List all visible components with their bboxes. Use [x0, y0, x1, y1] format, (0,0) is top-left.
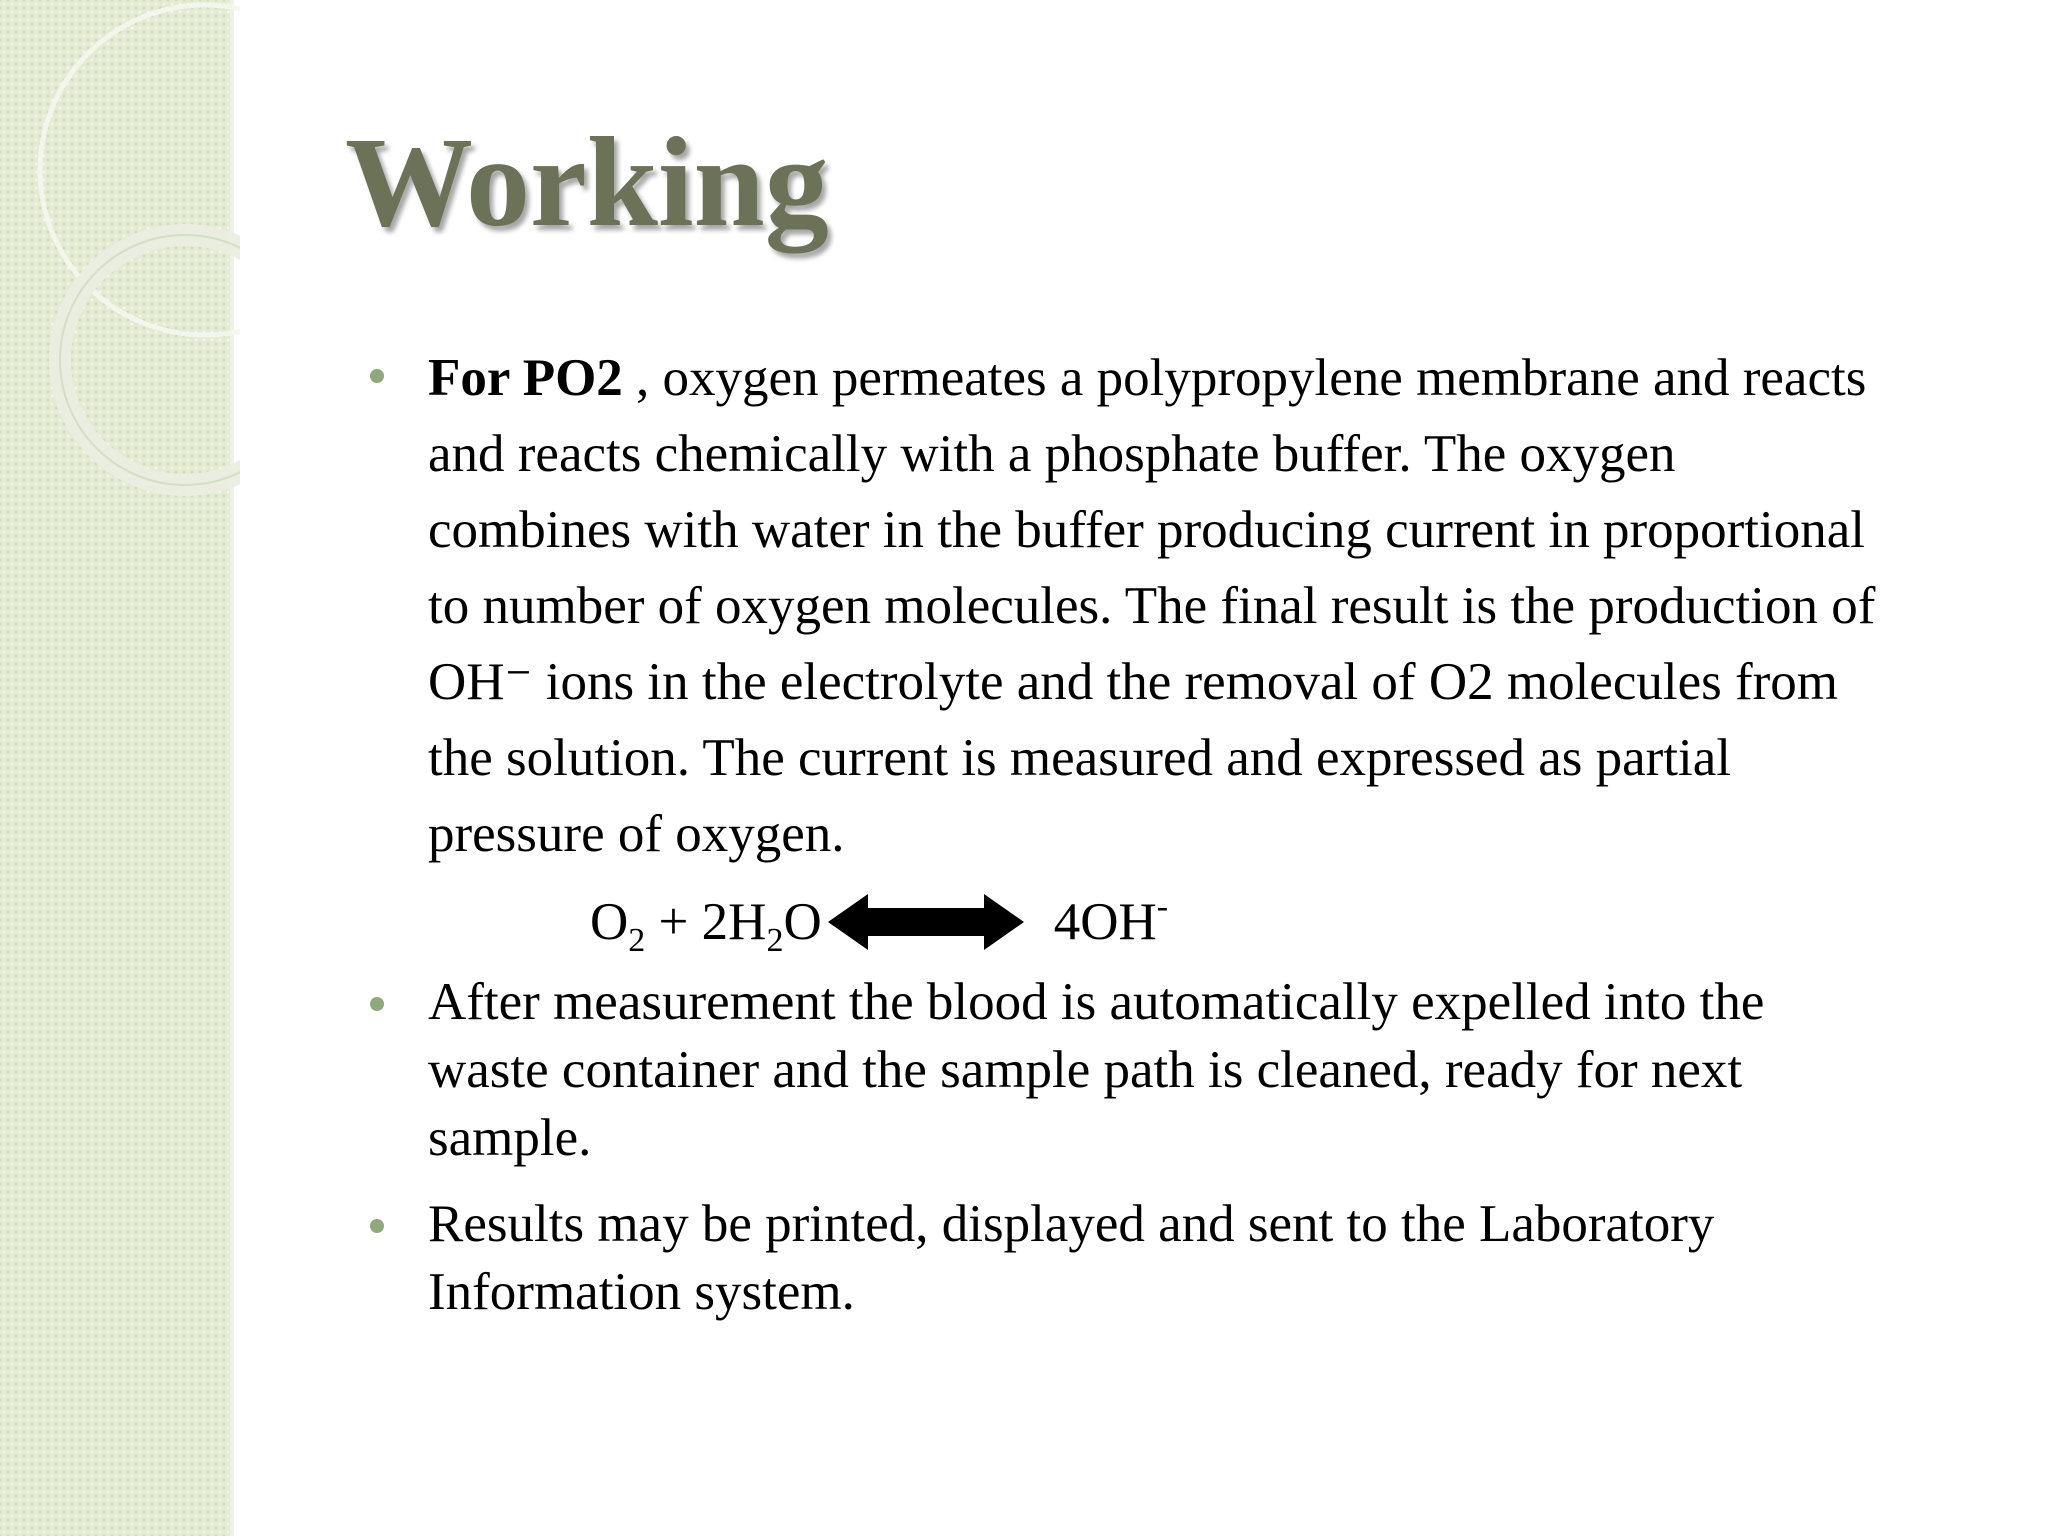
bullet-icon: [370, 369, 384, 383]
bullet-paragraph-after-measurement: [428, 968, 1764, 1172]
bullet-paragraph-po2: [428, 340, 1875, 872]
text-line: waste container and the sample path is cleaned, ready for next: [428, 1041, 1743, 1099]
double-arrow-icon: [828, 894, 1024, 950]
text-line: OH⁻ ions in the electrolyte and the removal of O2 molecules from: [428, 653, 1838, 711]
chemical-equation: [590, 882, 1169, 959]
text-line: combines with water in the buffer producing current in proportional: [428, 501, 1865, 559]
text-line: and reacts chemically with a phosphate buffer. The oxygen: [428, 425, 1676, 483]
bold-lead: For PO2: [428, 349, 623, 407]
text-line: Results may be printed, displayed and sent to the Laboratory: [428, 1195, 1715, 1253]
text-line: Information system.: [428, 1263, 855, 1321]
text-line: pressure of oxygen.: [428, 805, 845, 863]
text-line: , oxygen permeates a polypropylene membrane and reacts: [622, 349, 1867, 407]
bullet-icon: [370, 997, 384, 1011]
decorative-rings: [0, 0, 240, 520]
text-line: the solution. The current is measured and expressed as partial: [428, 729, 1732, 787]
slide-title: Working: [345, 111, 829, 253]
text-line: sample.: [428, 1109, 592, 1167]
bullet-paragraph-results: [428, 1190, 1714, 1326]
equation-reactants: $O_2 + 2H_2O$: [590, 892, 822, 959]
text-line: to number of oxygen molecules. The final result is the production of: [428, 577, 1876, 635]
equation-product: 4OH-: [1053, 887, 1169, 951]
bullet-icon: [370, 1219, 384, 1233]
text-line: After measurement the blood is automatically expelled into the: [428, 973, 1765, 1031]
